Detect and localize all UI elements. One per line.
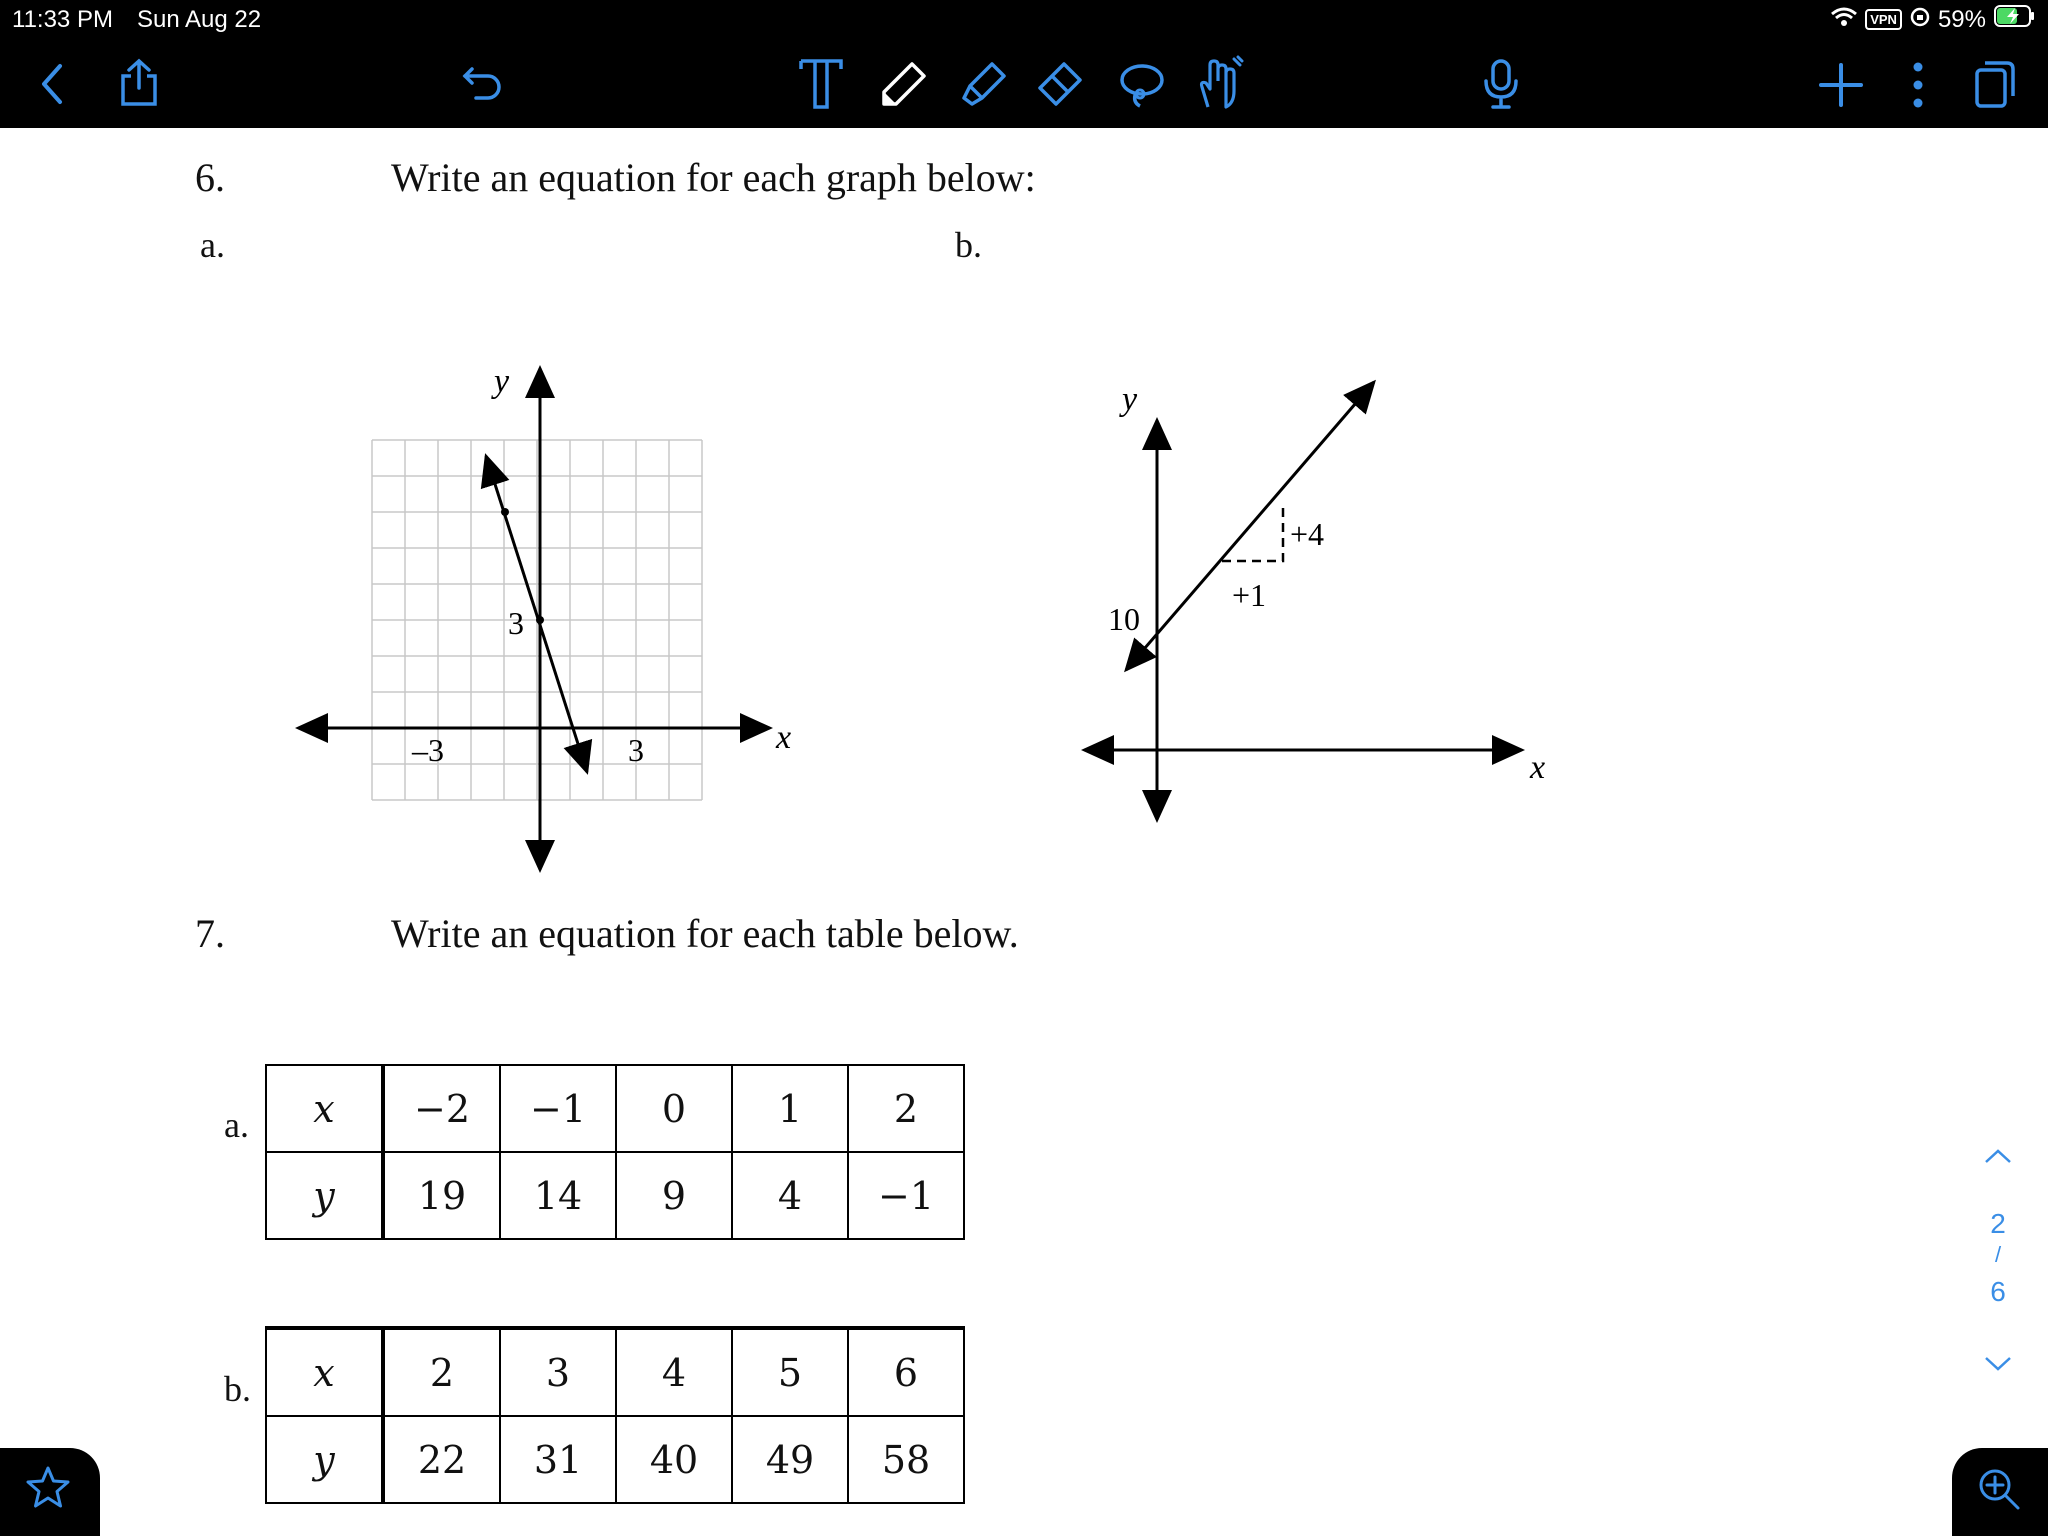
table-b-y-header: y bbox=[266, 1416, 383, 1503]
more-icon[interactable] bbox=[1906, 58, 1930, 112]
table-a-y-header: y bbox=[266, 1152, 383, 1239]
graph-b-part-label: b. bbox=[955, 225, 982, 265]
page-down-icon[interactable] bbox=[1983, 1348, 2013, 1380]
table-a-cell: −1 bbox=[500, 1065, 616, 1152]
table-a-cell: 0 bbox=[616, 1065, 732, 1152]
table-a-cell: 4 bbox=[732, 1152, 848, 1239]
table-b-cell: 49 bbox=[732, 1416, 848, 1503]
share-icon[interactable] bbox=[114, 56, 164, 110]
table-b-x-header: x bbox=[266, 1328, 383, 1416]
table-a-cell: 19 bbox=[383, 1152, 500, 1239]
graph-a-point bbox=[536, 616, 544, 624]
graph-a-neg-tick-label: –3 bbox=[412, 732, 444, 768]
table-a bbox=[265, 1064, 965, 1240]
undo-icon[interactable] bbox=[458, 60, 506, 106]
table-a-cell: 1 bbox=[732, 1065, 848, 1152]
text-tool-icon[interactable] bbox=[796, 56, 846, 112]
graph-a-y-intercept-label: 3 bbox=[508, 605, 524, 641]
graph-a-x-label: x bbox=[776, 719, 792, 756]
table-a-x-row bbox=[266, 1065, 964, 1152]
question-7-number: 7. bbox=[195, 911, 225, 956]
graph-a-part-label: a. bbox=[200, 225, 225, 265]
graph-b-run-label: +1 bbox=[1232, 577, 1267, 613]
table-a-cell: −2 bbox=[383, 1065, 500, 1152]
eraser-icon[interactable] bbox=[1032, 56, 1088, 112]
zoom-in-icon bbox=[1976, 1466, 2022, 1517]
star-icon bbox=[24, 1464, 72, 1517]
status-bar bbox=[0, 0, 2048, 40]
question-7-prompt: Write an equation for each table below. bbox=[391, 911, 1019, 956]
table-b-cell: 2 bbox=[383, 1328, 500, 1416]
graph-b-line bbox=[1126, 382, 1374, 670]
status-date: Sun Aug 22 bbox=[137, 6, 262, 33]
table-b bbox=[265, 1326, 965, 1504]
graph-a-point bbox=[501, 508, 509, 516]
zoom-button[interactable] bbox=[1952, 1448, 2048, 1536]
total-pages: 6 bbox=[1990, 1276, 2006, 1307]
graph-b-intercept-label: 10 bbox=[1108, 601, 1140, 637]
graph-a bbox=[290, 228, 820, 888]
page-separator: / bbox=[1994, 1242, 2002, 1267]
battery-percent: 59% bbox=[1937, 5, 1986, 33]
table-b-cell: 5 bbox=[732, 1328, 848, 1416]
page-up-icon[interactable] bbox=[1983, 1140, 2013, 1172]
table-b-cell: 58 bbox=[848, 1416, 964, 1503]
table-b-y-row bbox=[266, 1416, 964, 1503]
add-icon[interactable] bbox=[1816, 60, 1866, 110]
favorite-button[interactable] bbox=[0, 1448, 100, 1536]
pages-icon[interactable] bbox=[1970, 56, 2020, 112]
lasso-icon[interactable] bbox=[1114, 56, 1170, 112]
microphone-icon[interactable] bbox=[1478, 56, 1524, 112]
table-b-cell: 3 bbox=[500, 1328, 616, 1416]
toolbar bbox=[0, 40, 2048, 128]
table-b-part-label: b. bbox=[224, 1369, 251, 1409]
question-6-number: 6. bbox=[195, 155, 225, 200]
table-b-cell: 22 bbox=[383, 1416, 500, 1503]
status-time: 11:33 PM bbox=[12, 6, 113, 33]
graph-a-pos-tick-label: 3 bbox=[628, 732, 644, 768]
graph-b-y-label: y bbox=[1122, 381, 1138, 418]
table-b-cell: 31 bbox=[500, 1416, 616, 1503]
highlighter-icon[interactable] bbox=[956, 56, 1012, 112]
table-a-x-header: x bbox=[266, 1065, 383, 1152]
page-navigator bbox=[1948, 1130, 2048, 1370]
graph-b bbox=[1080, 248, 1560, 848]
document-page bbox=[0, 128, 2048, 1536]
wifi-icon bbox=[1831, 6, 1857, 34]
current-page: 2 bbox=[1990, 1208, 2006, 1239]
vpn-badge: VPN bbox=[1865, 9, 1902, 30]
graph-b-x-label: x bbox=[1530, 749, 1546, 786]
table-b-cell: 6 bbox=[848, 1328, 964, 1416]
table-b-x-row bbox=[266, 1328, 964, 1416]
table-a-cell: 9 bbox=[616, 1152, 732, 1239]
table-b-cell: 40 bbox=[616, 1416, 732, 1503]
battery-charging-icon bbox=[1994, 5, 2036, 34]
graph-b-slope-triangle bbox=[1222, 503, 1283, 561]
graph-b-rise-label: +4 bbox=[1290, 516, 1325, 552]
table-a-part-label: a. bbox=[224, 1105, 249, 1145]
hand-icon[interactable] bbox=[1192, 54, 1248, 112]
graph-a-y-label: y bbox=[494, 363, 510, 400]
table-b-cell: 4 bbox=[616, 1328, 732, 1416]
pen-icon[interactable] bbox=[876, 56, 932, 112]
table-a-cell: −1 bbox=[848, 1152, 964, 1239]
table-a-cell: 14 bbox=[500, 1152, 616, 1239]
table-a-cell: 2 bbox=[848, 1065, 964, 1152]
table-a-y-row bbox=[266, 1152, 964, 1239]
question-6-prompt: Write an equation for each graph below: bbox=[391, 155, 1036, 200]
orientation-lock-icon bbox=[1910, 6, 1930, 34]
back-icon[interactable] bbox=[30, 60, 76, 108]
